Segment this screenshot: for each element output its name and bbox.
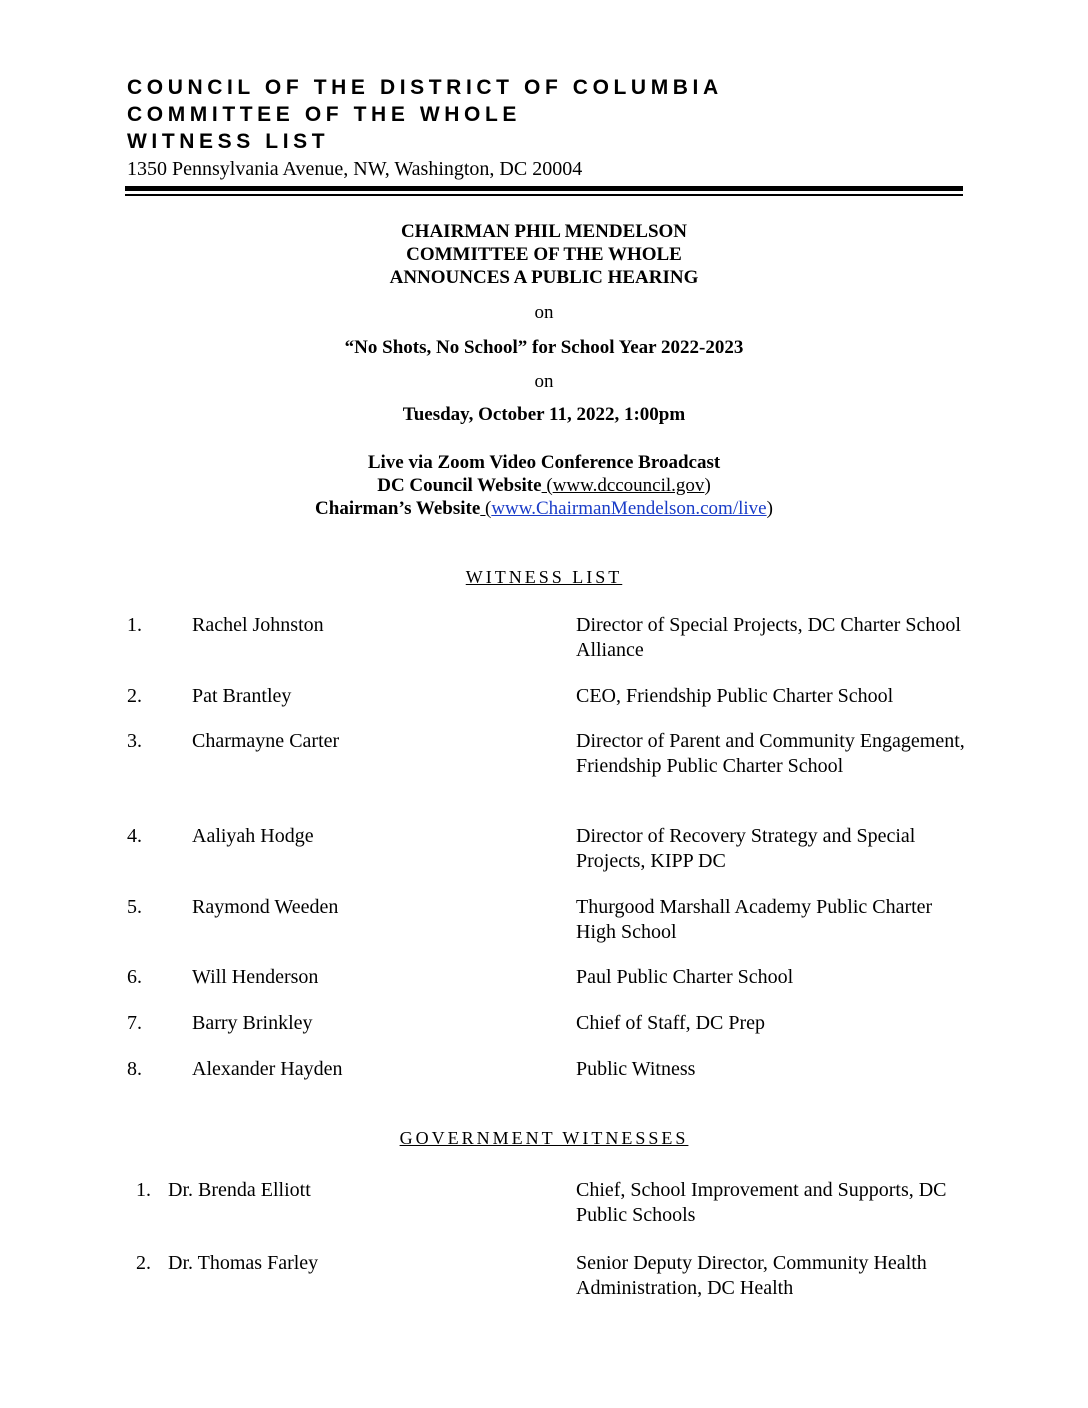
witness-name: Raymond Weeden bbox=[192, 896, 339, 918]
witness-name: Pat Brantley bbox=[192, 685, 292, 707]
witness-affiliation: Thurgood Marshall Academy Public Charter High School bbox=[576, 896, 933, 943]
witness-name: Alexander Hayden bbox=[192, 1058, 343, 1080]
witness-affiliation: Public Witness bbox=[576, 1058, 696, 1080]
letterhead-witness-list: WITNESS LIST bbox=[127, 130, 330, 153]
witness-affiliation: Director of Parent and Community Engagement, Friendship Public Charter School bbox=[576, 730, 965, 777]
hearing-date: Tuesday, October 11, 2022, 1:00pm bbox=[402, 404, 686, 425]
witness-affiliation: Director of Recovery Strategy and Special Projects, KIPP DC bbox=[576, 825, 916, 872]
government-witnesses-title: GOVERNMENT WITNESSES bbox=[399, 1128, 689, 1148]
dc-council-website-link[interactable]: www.dccouncil.gov bbox=[552, 475, 705, 496]
witness-number: 1. bbox=[127, 614, 142, 636]
government-witness-number: 2. bbox=[136, 1252, 151, 1274]
government-witness-affiliation: Chief, School Improvement and Supports, DC Public Schools bbox=[576, 1179, 947, 1226]
witness-number: 8. bbox=[127, 1058, 142, 1080]
witness-name: Barry Brinkley bbox=[192, 1012, 313, 1034]
on-connector-1: on bbox=[534, 302, 554, 323]
announces-line: ANNOUNCES A PUBLIC HEARING bbox=[389, 267, 699, 288]
witness-name: Aaliyah Hodge bbox=[192, 825, 314, 847]
witness-name: Rachel Johnston bbox=[192, 614, 324, 636]
on-connector-2: on bbox=[534, 371, 554, 392]
witness-number: 4. bbox=[127, 825, 142, 847]
witness-number: 3. bbox=[127, 730, 142, 752]
witness-affiliation: Chief of Staff, DC Prep bbox=[576, 1012, 766, 1034]
witness-affiliation: CEO, Friendship Public Charter School bbox=[576, 685, 894, 707]
letterhead-council: COUNCIL OF THE DISTRICT OF COLUMBIA bbox=[127, 76, 723, 99]
chairman-website-line: Chairman’s Website (www.ChairmanMendelson.com/live) bbox=[315, 498, 773, 519]
witness-number: 2. bbox=[127, 685, 142, 707]
government-witness-name: Dr. Thomas Farley bbox=[168, 1252, 319, 1274]
letterhead-committee: COMMITTEE OF THE WHOLE bbox=[127, 103, 522, 126]
witness-name: Charmayne Carter bbox=[192, 730, 340, 752]
hearing-topic: “No Shots, No School” for School Year 2022-2023 bbox=[344, 337, 744, 358]
header-rule-thin bbox=[125, 194, 963, 196]
dc-council-website-label: DC Council Website bbox=[377, 475, 542, 496]
government-witness-number: 1. bbox=[136, 1179, 151, 1201]
government-witness-affiliation: Senior Deputy Director, Community Health Administration, DC Health bbox=[576, 1252, 927, 1299]
witness-list-title: WITNESS LIST bbox=[465, 567, 623, 587]
letterhead-address: 1350 Pennsylvania Avenue, NW, Washington, DC 20004 bbox=[127, 158, 583, 180]
chairman-line: CHAIRMAN PHIL MENDELSON bbox=[400, 221, 688, 242]
witness-affiliation: Paul Public Charter School bbox=[576, 966, 794, 988]
dc-council-website-line: DC Council Website (www.dccouncil.gov) bbox=[377, 475, 711, 496]
chairman-website-label: Chairman’s Website bbox=[315, 498, 481, 519]
witness-number: 7. bbox=[127, 1012, 142, 1034]
header-rule-thick bbox=[125, 186, 963, 191]
witness-affiliation: Director of Special Projects, DC Charter School Alliance bbox=[576, 614, 961, 661]
witness-number: 6. bbox=[127, 966, 142, 988]
witness-name: Will Henderson bbox=[192, 966, 319, 988]
committee-line: COMMITTEE OF THE WHOLE bbox=[406, 244, 682, 265]
government-witness-name: Dr. Brenda Elliott bbox=[168, 1179, 311, 1201]
witness-number: 5. bbox=[127, 896, 142, 918]
chairman-website-link[interactable]: www.ChairmanMendelson.com/live bbox=[491, 498, 767, 519]
broadcast-line: Live via Zoom Video Conference Broadcast bbox=[367, 452, 721, 473]
